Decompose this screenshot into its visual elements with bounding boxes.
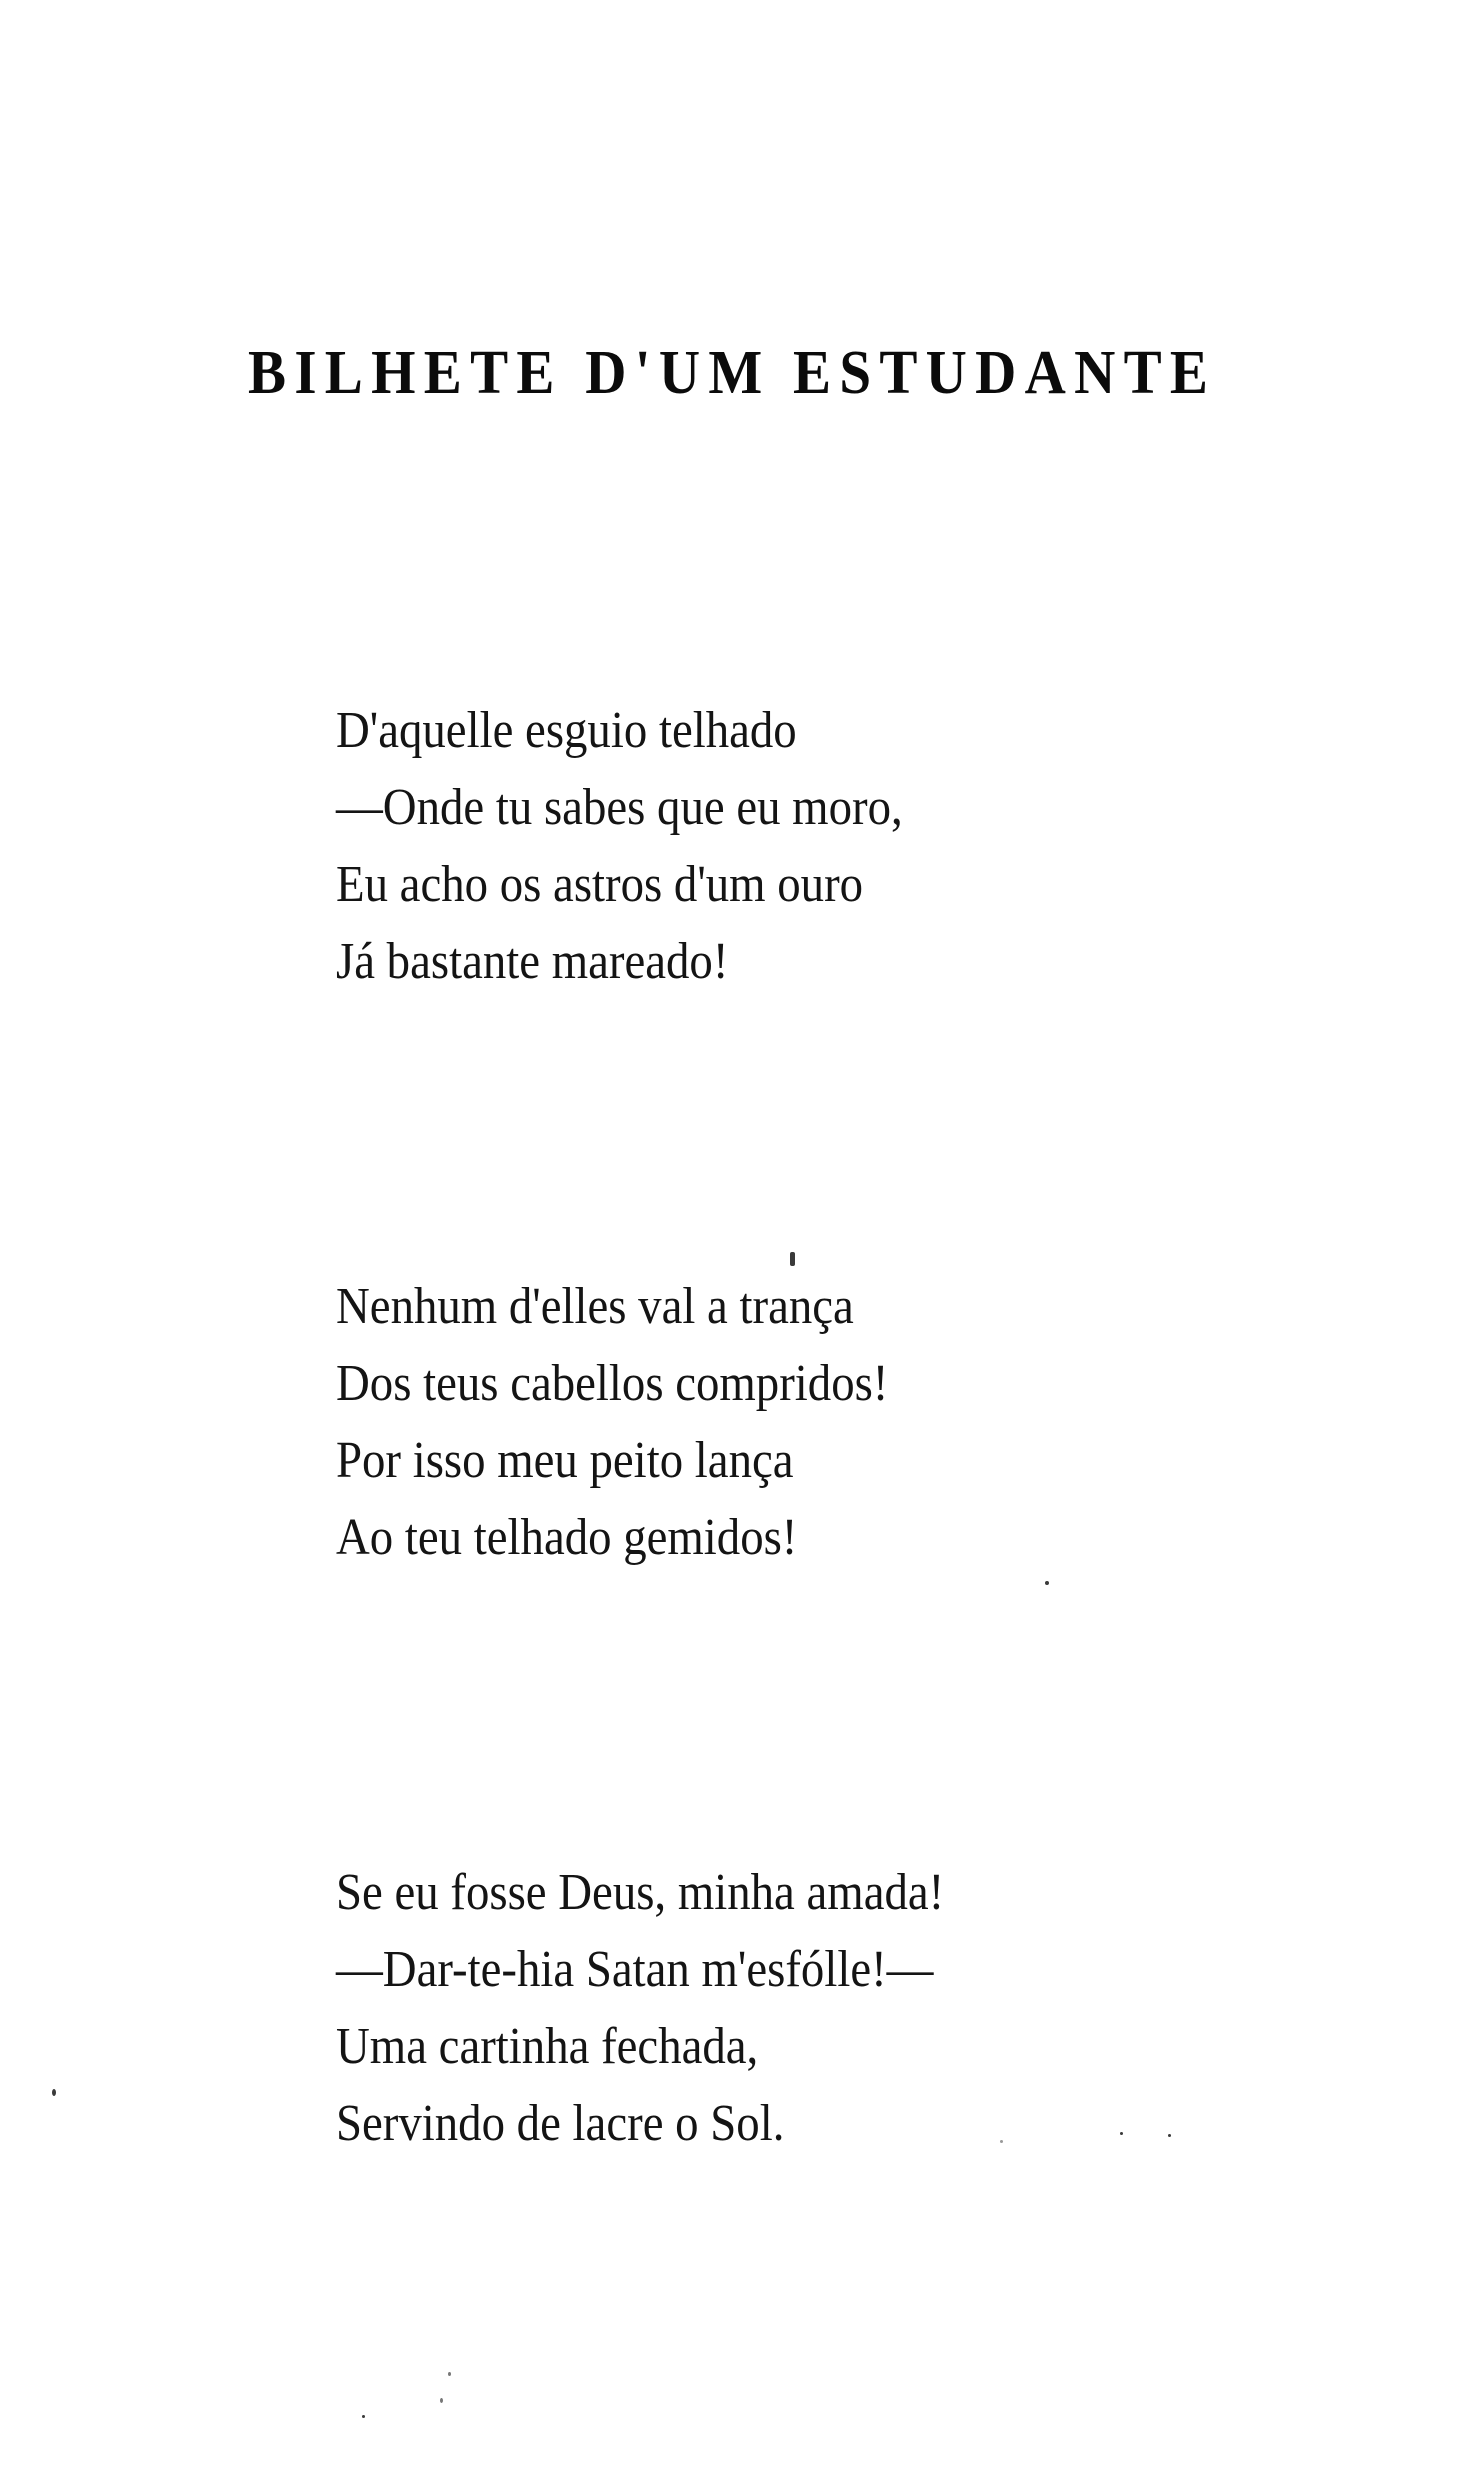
scan-speck (52, 2089, 56, 2096)
stanza-3 (336, 1854, 1012, 2162)
verse-line: Ao teu telhado gemidos! (336, 1509, 798, 1566)
verse-line: Uma cartinha fechada, (336, 2018, 759, 2075)
scan-speck (362, 2415, 365, 2418)
scan-speck (1168, 2134, 1171, 2137)
verse-line: Dos teus cabellos compridos! (336, 1355, 889, 1412)
verse-line: Já bastante mareado! (336, 933, 729, 990)
verse-line: Nenhum d'elles val a trança (336, 1278, 854, 1335)
verse-line: Se eu fosse Deus, minha amada! (336, 1864, 945, 1921)
verse-line: D'aquelle esguio telhado (336, 702, 797, 759)
verse-line: —Dar-te-hia Satan m'esfólle!— (336, 1941, 934, 1998)
scan-speck (1120, 2132, 1123, 2135)
scan-speck (1000, 2140, 1003, 2143)
scan-speck (790, 1252, 795, 1266)
stanza-2 (336, 1268, 950, 1576)
scan-speck (1045, 1581, 1049, 1585)
verse-line: —Onde tu sabes que eu moro, (336, 779, 903, 836)
verse-line: Eu acho os astros d'um ouro (336, 856, 864, 913)
poem-title: BILHETE D'UM ESTUDANTE (248, 339, 1217, 407)
verse-line: Por isso meu peito lança (336, 1432, 794, 1489)
scan-speck (448, 2372, 451, 2376)
verse-line: Servindo de lacre o Sol. (336, 2095, 785, 2152)
scan-speck (440, 2398, 443, 2403)
stanza-1 (336, 692, 966, 1000)
